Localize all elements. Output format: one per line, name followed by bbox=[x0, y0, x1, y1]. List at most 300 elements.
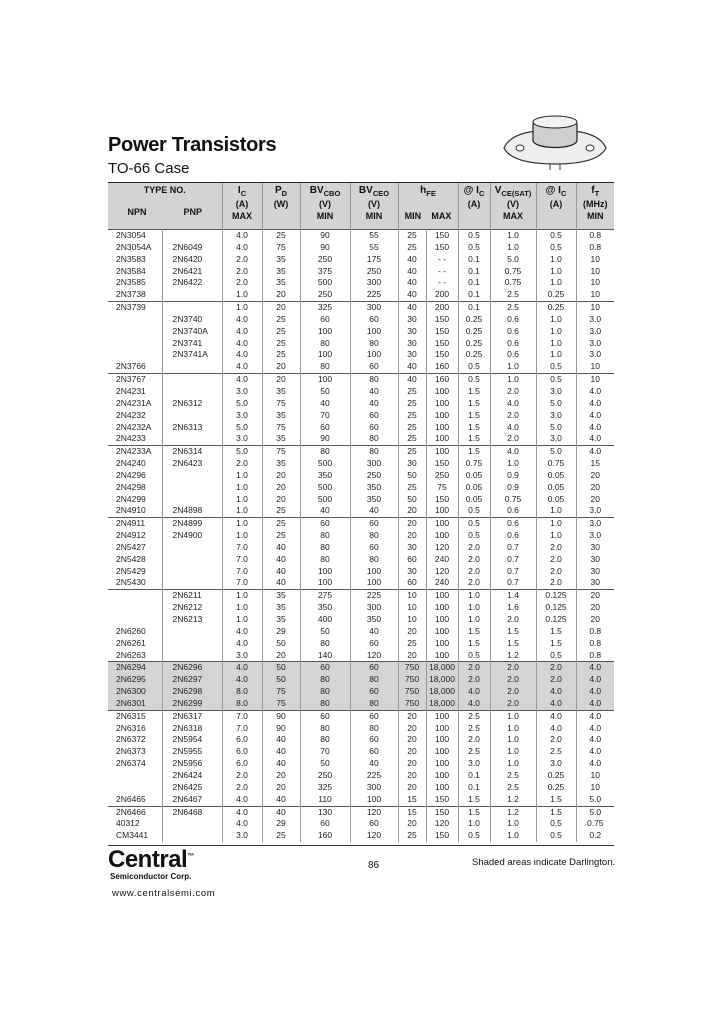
table-cell: - - bbox=[426, 254, 458, 266]
table-cell: 30 bbox=[398, 338, 426, 350]
table-cell bbox=[108, 602, 162, 614]
table-cell: 7.0 bbox=[222, 577, 262, 589]
table-cell: 2N6468 bbox=[162, 806, 222, 818]
table-cell: 120 bbox=[350, 650, 398, 662]
table-cell: 2N6312 bbox=[162, 398, 222, 410]
table-cell: 29 bbox=[262, 626, 300, 638]
table-cell: 350 bbox=[350, 482, 398, 494]
table-cell: 40 bbox=[398, 254, 426, 266]
table-cell: 3.0 bbox=[222, 386, 262, 398]
table-cell: 2N6466 bbox=[108, 806, 162, 818]
table-cell: 0.1 bbox=[458, 266, 490, 278]
table-cell: 3.0 bbox=[222, 410, 262, 422]
table-cell: 25 bbox=[398, 830, 426, 842]
table-cell: 60 bbox=[300, 518, 350, 530]
table-cell: 30 bbox=[590, 565, 600, 576]
table-cell: 1.0 bbox=[222, 494, 262, 506]
table-cell: 225 bbox=[350, 289, 398, 301]
table-cell: 150 bbox=[426, 806, 458, 818]
table-row bbox=[108, 422, 614, 434]
table-cell: 1.0 bbox=[490, 830, 536, 842]
table-cell: 25 bbox=[398, 422, 426, 434]
table-cell: 60 bbox=[350, 542, 398, 554]
table-row bbox=[108, 482, 614, 494]
table-cell bbox=[108, 326, 162, 338]
table-cell: 20 bbox=[590, 614, 600, 624]
table-cell: 20 bbox=[262, 782, 300, 794]
table-cell: 250 bbox=[426, 470, 458, 482]
table-row bbox=[108, 746, 614, 758]
table-row bbox=[108, 806, 614, 818]
table-cell: 2N6263 bbox=[108, 650, 162, 662]
table-cell: 275 bbox=[300, 590, 350, 602]
table-cell: 100 bbox=[350, 349, 398, 361]
table-cell: 0.5 bbox=[458, 518, 490, 530]
table-cell: 200 bbox=[426, 289, 458, 301]
table-cell: 2N4911 bbox=[108, 518, 162, 530]
table-cell: 0.75 bbox=[490, 494, 536, 506]
table-cell: 2N6315 bbox=[108, 710, 162, 722]
table-cell: 2.0 bbox=[536, 734, 576, 746]
table-cell: 80 bbox=[300, 638, 350, 650]
table-row bbox=[108, 518, 614, 530]
table-cell: 1.0 bbox=[536, 266, 576, 278]
table-cell: 300 bbox=[350, 782, 398, 794]
table-cell: 200 bbox=[426, 302, 458, 314]
table-cell: 2N5428 bbox=[108, 554, 162, 566]
table-cell: 0.8 bbox=[589, 241, 602, 252]
table-cell: 7.0 bbox=[222, 566, 262, 578]
table-cell: 100 bbox=[426, 590, 458, 602]
table-cell: 2N4899 bbox=[162, 518, 222, 530]
table-cell: 0.125 bbox=[536, 614, 576, 626]
table-cell: 60 bbox=[300, 710, 350, 722]
table-cell: 1.0 bbox=[458, 818, 490, 830]
table-cell: 1.5 bbox=[458, 386, 490, 398]
table-cell: 0.7 bbox=[490, 577, 536, 589]
table-cell bbox=[108, 338, 162, 350]
table-cell: 40 bbox=[350, 626, 398, 638]
table-row bbox=[108, 602, 614, 614]
table-cell: 100 bbox=[426, 626, 458, 638]
table-cell: 0.8 bbox=[589, 649, 602, 660]
table-cell: 50 bbox=[300, 758, 350, 770]
table-cell: 500 bbox=[300, 458, 350, 470]
table-cell: 25 bbox=[398, 410, 426, 422]
table-cell: 25 bbox=[262, 338, 300, 350]
table-cell: 0.7 bbox=[490, 566, 536, 578]
table-cell: 40 bbox=[350, 758, 398, 770]
table-row bbox=[108, 710, 614, 722]
table-cell: 5.0 bbox=[490, 254, 536, 266]
table-cell bbox=[108, 614, 162, 626]
table-cell: 4.0 bbox=[490, 446, 536, 458]
table-row bbox=[108, 590, 614, 602]
table-cell: 2N4233A bbox=[108, 446, 162, 458]
table-cell bbox=[162, 626, 222, 638]
table-cell: 40 bbox=[350, 505, 398, 517]
table-cell: 0.6 bbox=[490, 530, 536, 542]
table-cell: 2N6317 bbox=[162, 710, 222, 722]
table-cell: 2N6297 bbox=[162, 674, 222, 686]
table-cell: 10 bbox=[576, 302, 614, 314]
table-cell: 2.0 bbox=[490, 433, 536, 445]
table-cell: 0.05 bbox=[458, 494, 490, 506]
table-cell: 10 bbox=[590, 361, 600, 372]
table-cell: 18,000 bbox=[426, 662, 458, 674]
table-cell: 3.0 bbox=[536, 433, 576, 445]
table-cell: 120 bbox=[426, 818, 458, 830]
table-cell: 250 bbox=[300, 289, 350, 301]
table-row bbox=[108, 374, 614, 386]
table-cell: 2N4296 bbox=[108, 470, 162, 482]
table-cell: 3.0 bbox=[589, 530, 602, 541]
table-cell: 1.4 bbox=[490, 590, 536, 602]
table-cell: 10 bbox=[398, 614, 426, 626]
to66-transistor-package-icon bbox=[500, 110, 610, 172]
table-cell: 29 bbox=[262, 818, 300, 830]
table-cell: 10 bbox=[398, 590, 426, 602]
table-cell: 20 bbox=[262, 289, 300, 301]
table-cell: 4.0 bbox=[222, 374, 262, 386]
table-cell: 500 bbox=[300, 482, 350, 494]
table-cell: 0.1 bbox=[458, 289, 490, 301]
table-cell: 2N6374 bbox=[108, 758, 162, 770]
table-cell: 100 bbox=[426, 602, 458, 614]
table-cell: 2N4232A bbox=[108, 422, 162, 434]
table-cell: 0.5 bbox=[536, 242, 576, 254]
table-cell bbox=[108, 349, 162, 361]
table-cell: 20 bbox=[262, 650, 300, 662]
table-cell: 18,000 bbox=[426, 686, 458, 698]
table-cell: 0.5 bbox=[536, 361, 576, 373]
table-row bbox=[108, 542, 614, 554]
page-subtitle: TO-66 Case bbox=[108, 160, 190, 177]
table-cell bbox=[108, 770, 162, 782]
table-cell: 300 bbox=[350, 602, 398, 614]
table-cell: 350 bbox=[300, 602, 350, 614]
table-cell: 100 bbox=[426, 386, 458, 398]
table-cell: 4.0 bbox=[222, 638, 262, 650]
table-cell: 4.0 bbox=[458, 686, 490, 698]
table-row bbox=[108, 458, 614, 470]
table-cell: 50 bbox=[300, 386, 350, 398]
table-cell: 80 bbox=[350, 374, 398, 386]
table-cell: 250 bbox=[300, 770, 350, 782]
table-cell: 7.0 bbox=[222, 710, 262, 722]
table-row bbox=[108, 386, 614, 398]
table-cell: 1.0 bbox=[458, 614, 490, 626]
table-cell: 1.2 bbox=[490, 794, 536, 806]
header-ft: $f_T$ (MHz) MIN bbox=[576, 183, 614, 230]
table-cell: 40 bbox=[262, 566, 300, 578]
table-cell: 150 bbox=[426, 494, 458, 506]
table-cell: 1.0 bbox=[490, 458, 536, 470]
table-cell: 25 bbox=[398, 638, 426, 650]
table-row bbox=[108, 505, 614, 517]
table-row bbox=[108, 254, 614, 266]
table-cell: 1.5 bbox=[458, 806, 490, 818]
table-cell: 150 bbox=[426, 458, 458, 470]
table-cell: 0.25 bbox=[536, 782, 576, 794]
table-cell: 75 bbox=[262, 698, 300, 710]
table-cell: 60 bbox=[350, 422, 398, 434]
table-cell: 20 bbox=[398, 723, 426, 735]
table-cell bbox=[162, 566, 222, 578]
darlington-note: Shaded areas indicate Darlington. bbox=[472, 857, 616, 868]
table-cell: 4.0 bbox=[222, 361, 262, 373]
table-cell: 2.0 bbox=[222, 458, 262, 470]
table-cell: 0.05 bbox=[536, 482, 576, 494]
table-cell: 2.5 bbox=[536, 746, 576, 758]
table-row bbox=[108, 818, 614, 830]
table-cell: 0.2 bbox=[589, 830, 602, 841]
table-cell: 40 bbox=[262, 577, 300, 589]
table-cell: 1.5 bbox=[536, 626, 576, 638]
table-cell: 1.0 bbox=[536, 530, 576, 542]
table-cell: 0.7 bbox=[490, 554, 536, 566]
table-cell: 1.0 bbox=[490, 818, 536, 830]
table-cell: 0.75 bbox=[458, 458, 490, 470]
table-cell: 60 bbox=[350, 818, 398, 830]
table-cell: 60 bbox=[300, 314, 350, 326]
table-cell: 1.5 bbox=[458, 433, 490, 445]
table-cell: 2.0 bbox=[458, 542, 490, 554]
table-cell: 4.0 bbox=[222, 314, 262, 326]
table-cell bbox=[162, 494, 222, 506]
table-cell: 0.1 bbox=[458, 277, 490, 289]
table-cell: 6.0 bbox=[222, 746, 262, 758]
table-cell: 240 bbox=[426, 577, 458, 589]
table-cell: 18,000 bbox=[426, 674, 458, 686]
table-cell: 2N6049 bbox=[162, 242, 222, 254]
table-cell: 2N6318 bbox=[162, 723, 222, 735]
table-cell: 10 bbox=[590, 781, 600, 792]
table-cell: 90 bbox=[300, 230, 350, 242]
table-cell: 35 bbox=[262, 433, 300, 445]
table-cell: 4.0 bbox=[222, 230, 262, 242]
table-cell: 20 bbox=[398, 770, 426, 782]
table-cell: 40312 bbox=[108, 818, 162, 830]
table-cell: 5.0 bbox=[589, 793, 602, 804]
table-cell: 4.0 bbox=[222, 662, 262, 674]
table-row bbox=[108, 398, 614, 410]
table-cell: 40 bbox=[262, 806, 300, 818]
table-cell bbox=[162, 230, 222, 242]
table-row bbox=[108, 758, 614, 770]
table-cell: 80 bbox=[350, 446, 398, 458]
table-cell: 70 bbox=[300, 746, 350, 758]
table-cell: 100 bbox=[350, 566, 398, 578]
table-cell: 0.5 bbox=[536, 230, 576, 242]
table-cell: 130 bbox=[300, 806, 350, 818]
table-cell: 1.5 bbox=[458, 794, 490, 806]
table-cell: 100 bbox=[300, 566, 350, 578]
table-cell: 2.0 bbox=[222, 770, 262, 782]
table-cell: 40 bbox=[398, 302, 426, 314]
table-cell bbox=[108, 314, 162, 326]
table-cell: 1.5 bbox=[490, 626, 536, 638]
table-cell: 2.0 bbox=[536, 554, 576, 566]
table-cell: 3.0 bbox=[222, 650, 262, 662]
table-cell: 100 bbox=[426, 723, 458, 735]
table-cell: 0.8 bbox=[576, 230, 614, 242]
table-cell: 2N6373 bbox=[108, 746, 162, 758]
table-cell: 25 bbox=[262, 505, 300, 517]
website-link[interactable]: www.centralsemi.com bbox=[112, 888, 216, 899]
table-cell: 75 bbox=[262, 242, 300, 254]
table-cell bbox=[162, 638, 222, 650]
table-cell: 1.5 bbox=[458, 446, 490, 458]
table-cell: 2N5430 bbox=[108, 577, 162, 589]
table-cell: 90 bbox=[300, 242, 350, 254]
table-cell: 2N3766 bbox=[108, 361, 162, 373]
table-row bbox=[108, 326, 614, 338]
table-cell: 20 bbox=[262, 361, 300, 373]
table-cell: 4.0 bbox=[490, 422, 536, 434]
table-cell: 100 bbox=[426, 782, 458, 794]
table-cell: 500 bbox=[300, 277, 350, 289]
table-cell: 1.0 bbox=[536, 518, 576, 530]
table-cell: 2N6423 bbox=[162, 458, 222, 470]
table-cell: 300 bbox=[350, 277, 398, 289]
table-cell: 2.0 bbox=[222, 277, 262, 289]
table-cell: 400 bbox=[300, 614, 350, 626]
table-cell: 1.0 bbox=[222, 602, 262, 614]
table-cell: 3.0 bbox=[576, 518, 614, 530]
logo-subtitle: Semiconductor Corp. bbox=[110, 872, 192, 881]
table-cell: 2N6424 bbox=[162, 770, 222, 782]
table-cell: 20 bbox=[398, 746, 426, 758]
table-cell: 500 bbox=[300, 494, 350, 506]
table-cell: 3.0 bbox=[589, 325, 602, 336]
table-cell: 30 bbox=[398, 326, 426, 338]
table-cell: 0.8 bbox=[589, 637, 602, 648]
table-cell: 2.0 bbox=[490, 386, 536, 398]
table-cell: 1.0 bbox=[490, 374, 536, 386]
table-cell: 5.0 bbox=[222, 446, 262, 458]
table-cell: 80 bbox=[350, 554, 398, 566]
table-cell: 3.0 bbox=[222, 433, 262, 445]
table-cell: 120 bbox=[426, 566, 458, 578]
table-cell: 2N4233 bbox=[108, 433, 162, 445]
table-cell: 2N5429 bbox=[108, 566, 162, 578]
table-row bbox=[108, 230, 614, 242]
table-row bbox=[108, 349, 614, 361]
table-cell: 60 bbox=[300, 818, 350, 830]
table-cell bbox=[162, 650, 222, 662]
table-cell: 160 bbox=[426, 374, 458, 386]
table-cell: 50 bbox=[262, 638, 300, 650]
table-cell: 2N6421 bbox=[162, 266, 222, 278]
table-cell: 30 bbox=[398, 566, 426, 578]
table-cell: 5.0 bbox=[222, 398, 262, 410]
header-pd: $P_D$ (W) bbox=[262, 183, 300, 230]
table-cell: 0.6 bbox=[490, 338, 536, 350]
table-cell: 1.5 bbox=[458, 626, 490, 638]
table-cell: 25 bbox=[398, 230, 426, 242]
table-cell: 0.25 bbox=[458, 314, 490, 326]
table-cell: 2.0 bbox=[490, 674, 536, 686]
table-cell: 75 bbox=[426, 482, 458, 494]
table-cell: 2.0 bbox=[490, 686, 536, 698]
table-cell: 2.0 bbox=[222, 266, 262, 278]
table-cell: 20 bbox=[398, 505, 426, 517]
table-row bbox=[108, 494, 614, 506]
table-cell: 300 bbox=[350, 458, 398, 470]
table-cell: 2N4231A bbox=[108, 398, 162, 410]
table-cell: 120 bbox=[426, 542, 458, 554]
page-number: 86 bbox=[368, 860, 380, 871]
table-cell: 100 bbox=[426, 530, 458, 542]
table-cell: 0.75 bbox=[586, 818, 604, 829]
table-cell: 3.0 bbox=[536, 758, 576, 770]
table-cell: 4.0 bbox=[222, 818, 262, 830]
table-cell: 1.0 bbox=[222, 505, 262, 517]
table-cell: 2N6467 bbox=[162, 794, 222, 806]
table-cell: 2N5956 bbox=[162, 758, 222, 770]
table-cell: 40 bbox=[398, 277, 426, 289]
table-cell: 35 bbox=[262, 590, 300, 602]
table-cell: 3.0 bbox=[536, 410, 576, 422]
table-cell: 7.0 bbox=[222, 723, 262, 735]
table-cell: 2N4298 bbox=[108, 482, 162, 494]
table-cell: 3.0 bbox=[589, 349, 602, 360]
table-row bbox=[108, 770, 614, 782]
table-cell: 4.0 bbox=[536, 686, 576, 698]
table-cell: 35 bbox=[262, 410, 300, 422]
table-cell: 50 bbox=[398, 470, 426, 482]
table-cell: 2N6300 bbox=[108, 686, 162, 698]
table-cell: 0.5 bbox=[458, 242, 490, 254]
table-cell: 20 bbox=[398, 530, 426, 542]
table-cell: 225 bbox=[350, 590, 398, 602]
table-cell: 325 bbox=[300, 782, 350, 794]
table-cell: 6.0 bbox=[222, 758, 262, 770]
table-cell: 0.5 bbox=[536, 374, 576, 386]
table-cell: 1.0 bbox=[536, 326, 576, 338]
table-cell: 40 bbox=[262, 542, 300, 554]
table-cell: 0.05 bbox=[536, 470, 576, 482]
table-cell: 1.0 bbox=[490, 710, 536, 722]
table-cell: 35 bbox=[262, 458, 300, 470]
table-cell: 2N3054 bbox=[108, 230, 162, 242]
table-cell: 75 bbox=[262, 686, 300, 698]
table-cell: 80 bbox=[300, 698, 350, 710]
header-type-no-label: TYPE NO. bbox=[143, 185, 186, 195]
table-row bbox=[108, 638, 614, 650]
table-cell: 4.0 bbox=[490, 398, 536, 410]
table-cell: 35 bbox=[262, 254, 300, 266]
table-cell: 0.7 bbox=[490, 542, 536, 554]
table-cell: 110 bbox=[300, 794, 350, 806]
table-cell: 2.0 bbox=[458, 662, 490, 674]
table-cell: 2N6213 bbox=[162, 614, 222, 626]
table-cell: 4.0 bbox=[589, 421, 602, 432]
table-cell: 4.0 bbox=[222, 794, 262, 806]
table-cell: 2N4232 bbox=[108, 410, 162, 422]
table-cell: 1.0 bbox=[536, 314, 576, 326]
table-cell: 10 bbox=[590, 253, 600, 264]
header-vcesat: $V_{CE(SAT)}$ (V) MAX bbox=[490, 183, 536, 230]
table-cell: 20 bbox=[398, 626, 426, 638]
table-row bbox=[108, 650, 614, 662]
table-cell: 40 bbox=[262, 746, 300, 758]
header-hfe-min: MIN bbox=[404, 210, 422, 221]
table-cell: 2N6295 bbox=[108, 674, 162, 686]
table-row bbox=[108, 734, 614, 746]
table-cell: 100 bbox=[426, 650, 458, 662]
